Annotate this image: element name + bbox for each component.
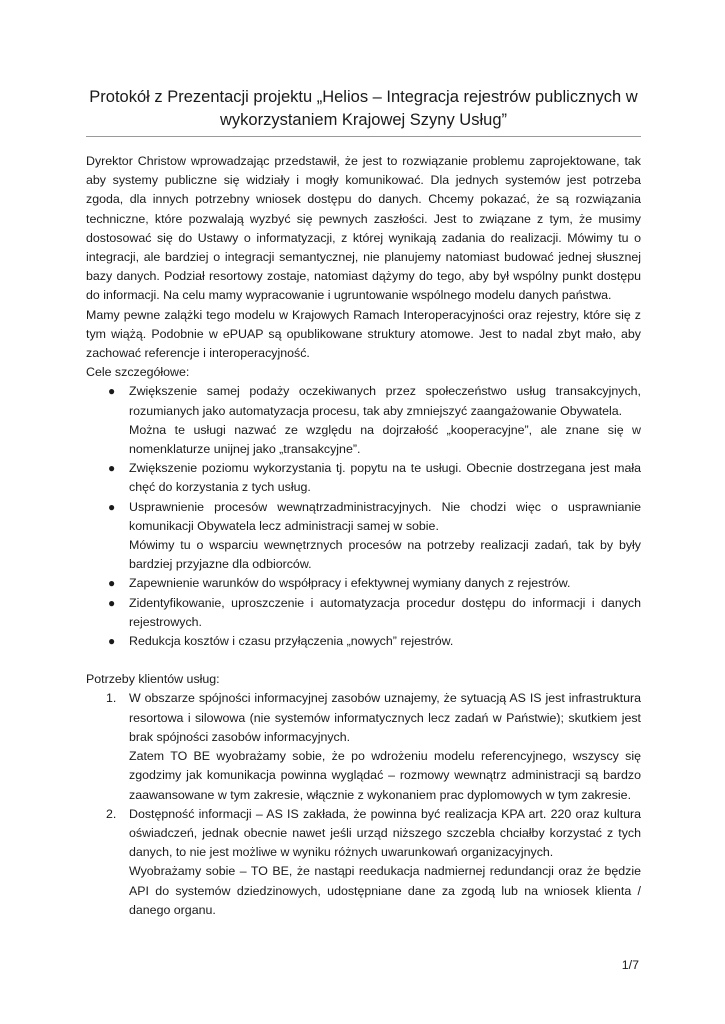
item-number: 2. bbox=[106, 806, 117, 821]
goal-text: Usprawnienie procesów wewnątrzadministracyjnych. Nie chodzi więc o usprawnianie komunikacji Obywatela lecz administracji samej w sobie. bbox=[129, 499, 641, 533]
need-note: Wyobrażamy sobie – TO BE, że nastąpi reedukacja nadmiernej redundancji oraz że będzie API do systemów dziedzinowych, udostępniane dane za zgodą lub na wniosek klienta / danego organu. bbox=[129, 864, 641, 917]
document-title: Protokół z Prezentacji projektu „Helios – Integracja rejestrów publicznych w wykorzystaniem Krajowej Szyny Usług” bbox=[89, 88, 638, 129]
model-paragraph: Mamy pewne zalążki tego modelu w Krajowych Ramach Interoperacyjności oraz rejestry, które się z tym wiążą. Podobnie w ePUAP są opublikowane struktury atomowe. Jest to nadal zbyt mało, aby zachować referencje i interoperacyjność. bbox=[86, 307, 641, 361]
goal-item bbox=[86, 594, 641, 632]
goal-note: Mówimy tu o wsparciu wewnętrznych procesów na potrzeby realizacji zadań, tak by były bardziej przyjazne dla odbiorców. bbox=[129, 538, 641, 572]
need-text: Dostępność informacji – AS IS zakłada, że powinna być realizacja KPA art. 220 oraz kultura oświadczeń, jednak obecnie nawet jeśli urząd niższego szczebla chciałby korzystać z tych danych, to nie jest możliwe w wyniku różnych uwarunkowań organizacyjnych. bbox=[129, 806, 641, 860]
bullet-icon: ● bbox=[108, 634, 116, 649]
need-item bbox=[86, 805, 641, 920]
bullet-icon: ● bbox=[108, 576, 116, 591]
bullet-icon: ● bbox=[108, 595, 116, 610]
bullet-icon: ● bbox=[108, 384, 116, 399]
goals-list bbox=[86, 382, 641, 651]
section-spacer bbox=[86, 651, 641, 670]
page-number: 1/7 bbox=[621, 958, 639, 972]
needs-heading: Potrzeby klientów usług: bbox=[86, 672, 220, 687]
goal-text: Redukcja kosztów i czasu przyłączenia „nowych” rejestrów. bbox=[129, 634, 454, 649]
goal-item bbox=[86, 498, 641, 575]
goal-item bbox=[86, 382, 641, 459]
title-divider bbox=[86, 136, 641, 137]
goal-item bbox=[86, 632, 641, 651]
goal-text: Zwiększenie poziomu wykorzystania tj. popytu na te usługi. Obecnie dostrzegana jest mała chęć do korzystania z tych usług. bbox=[129, 461, 641, 495]
goal-text: Zapewnienie warunków do współpracy i efektywnej wymiany danych z rejestrów. bbox=[129, 576, 571, 591]
bullet-icon: ● bbox=[108, 499, 116, 514]
need-item bbox=[86, 689, 641, 804]
need-note: Zatem TO BE wyobrażamy sobie, że po wdrożeniu modelu referencyjnego, wszyscy się zgodzimy jak komunikacja powinna wyglądać – rozmowy wewnątrz administracji są bardzo zaawansowane w tym zakresie, włącznie z wykonaniem prac dyplomowych w tym zakresie. bbox=[129, 749, 641, 802]
bullet-icon: ● bbox=[108, 461, 116, 476]
intro-paragraph: Dyrektor Christow wprowadzając przedstawił, że jest to rozwiązanie problemu zaprojektowane, tak aby systemy publiczne się widziały i mogły komunikować. Dla jednych systemów jest potrzeba zgoda, dla innych potrzebny wniosek dostępu do danych. Chcemy pokazać, że są rozwiązania techniczne, które pozwalają wyzbyć się pewnych zaszłości. Jest to związane z tym, że musimy dostosować się do Ustawy o informatyzacji, z której wynikają zadania do realizacji. Mówimy tu o integracji, ale bardziej o integracji semantycznej, nie planujemy natomiast budować jednej słusznej bazy danych. Podział resortowy zostaje, natomiast dążymy do tego, aby był wspólny punkt dostępu do informacji. Na celu mamy wypracowanie i ugruntowanie wspólnego modelu danych państwa. bbox=[86, 154, 641, 303]
goal-text: Zidentyfikowanie, uproszczenie i automatyzacja procedur dostępu do informacji i danych rejestrowych. bbox=[129, 595, 641, 629]
need-text: W obszarze spójności informacyjnej zasobów uznajemy, że sytuacją AS IS jest infrastruktura resortowa i silowowa (nie systemów informatycznych lecz zadań w Państwie); skutkiem jest brak spójności zasobów informacyjnych. bbox=[129, 691, 641, 744]
goal-text: Zwiększenie samej podaży oczekiwanych przez społeczeństwo usług transakcyjnych, rozumianych jako automatyzacja procesu, tak aby zmniejszyć zaangażowanie Obywatela. bbox=[129, 384, 641, 418]
needs-list bbox=[86, 689, 641, 919]
goals-heading: Cele szczegółowe: bbox=[86, 365, 190, 380]
item-number: 1. bbox=[106, 691, 117, 706]
goal-note: Można te usługi nazwać ze względu na dojrzałość „kooperacyjne”, ale znane się w nomenklaturze unijnej jako „transakcyjne”. bbox=[129, 422, 641, 457]
document-body bbox=[86, 152, 641, 920]
goal-item bbox=[86, 574, 641, 593]
goal-item bbox=[86, 459, 641, 497]
